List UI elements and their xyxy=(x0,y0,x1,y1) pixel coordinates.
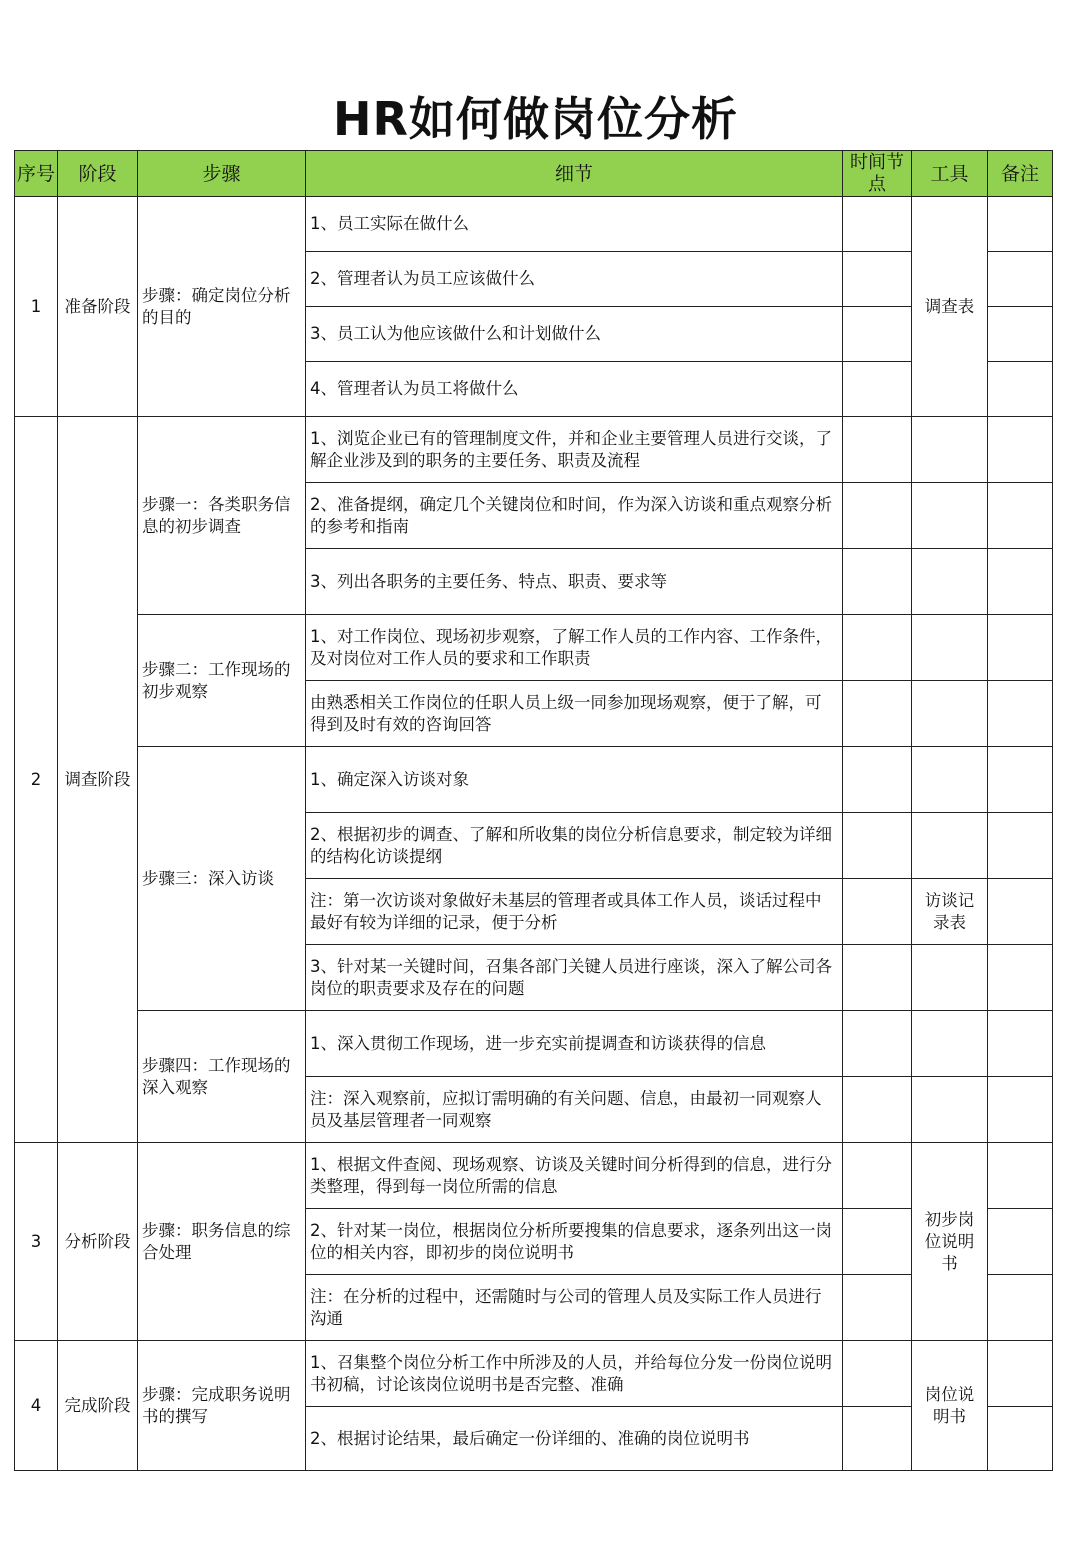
detail-cell: 注：在分析的过程中，还需随时与公司的管理人员及实际工作人员进行沟通 xyxy=(306,1275,843,1341)
time-cell xyxy=(843,1407,912,1471)
time-cell xyxy=(843,252,912,307)
note-cell xyxy=(988,362,1053,417)
detail-cell: 1、员工实际在做什么 xyxy=(306,197,843,252)
time-cell xyxy=(843,615,912,681)
note-cell xyxy=(988,615,1053,681)
step-name: 步骤三：深入访谈 xyxy=(138,747,306,1011)
time-cell xyxy=(843,813,912,879)
note-cell xyxy=(988,1407,1053,1471)
time-cell xyxy=(843,417,912,483)
time-cell xyxy=(843,197,912,252)
table-row xyxy=(15,615,1053,681)
tool-cell xyxy=(912,615,988,681)
tool-cell: 初步岗位说明书 xyxy=(912,1143,988,1341)
detail-cell: 注：第一次访谈对象做好未基层的管理者或具体工作人员，谈话过程中最好有较为详细的记录，便于分析 xyxy=(306,879,843,945)
time-cell xyxy=(843,879,912,945)
job-analysis-table xyxy=(14,150,1053,1471)
tool-cell xyxy=(912,1077,988,1143)
note-cell xyxy=(988,1011,1053,1077)
table-row xyxy=(15,1143,1053,1209)
time-cell xyxy=(843,747,912,813)
tool-cell: 岗位说明书 xyxy=(912,1341,988,1471)
note-cell xyxy=(988,879,1053,945)
detail-cell: 1、召集整个岗位分析工作中所涉及的人员，并给每位分发一份岗位说明书初稿，讨论该岗位说明书是否完整、准确 xyxy=(306,1341,843,1407)
detail-cell: 1、确定深入访谈对象 xyxy=(306,747,843,813)
stage-seq: 4 xyxy=(15,1341,58,1471)
time-cell xyxy=(843,483,912,549)
detail-cell: 4、管理者认为员工将做什么 xyxy=(306,362,843,417)
tool-cell: 调查表 xyxy=(912,197,988,417)
detail-cell: 1、深入贯彻工作现场，进一步充实前提调查和访谈获得的信息 xyxy=(306,1011,843,1077)
header-tool: 工具 xyxy=(912,151,988,197)
stage-name: 分析阶段 xyxy=(58,1143,138,1341)
note-cell xyxy=(988,747,1053,813)
page-title: HR如何做岗位分析 xyxy=(333,92,738,146)
detail-cell: 2、准备提纲，确定几个关键岗位和时间，作为深入访谈和重点观察分析的参考和指南 xyxy=(306,483,843,549)
detail-cell: 3、员工认为他应该做什么和计划做什么 xyxy=(306,307,843,362)
detail-cell: 2、针对某一岗位，根据岗位分析所要搜集的信息要求，逐条列出这一岗位的相关内容，即初步的岗位说明书 xyxy=(306,1209,843,1275)
header-step: 步骤 xyxy=(138,151,306,197)
time-cell xyxy=(843,1143,912,1209)
table-row xyxy=(15,1341,1053,1407)
time-cell xyxy=(843,549,912,615)
step-name: 步骤：完成职务说明书的撰写 xyxy=(138,1341,306,1471)
detail-cell: 2、管理者认为员工应该做什么 xyxy=(306,252,843,307)
time-cell xyxy=(843,1209,912,1275)
detail-cell: 2、根据初步的调查、了解和所收集的岗位分析信息要求，制定较为详细的结构化访谈提纲 xyxy=(306,813,843,879)
header-row xyxy=(15,151,1053,197)
stage-seq: 3 xyxy=(15,1143,58,1341)
time-cell xyxy=(843,1275,912,1341)
detail-cell: 2、根据讨论结果，最后确定一份详细的、准确的岗位说明书 xyxy=(306,1407,843,1471)
detail-cell: 1、浏览企业已有的管理制度文件，并和企业主要管理人员进行交谈，了解企业涉及到的职务的主要任务、职责及流程 xyxy=(306,417,843,483)
note-cell xyxy=(988,1341,1053,1407)
note-cell xyxy=(988,197,1053,252)
table-row xyxy=(15,747,1053,813)
table-row xyxy=(15,1011,1053,1077)
header-stage: 阶段 xyxy=(58,151,138,197)
note-cell xyxy=(988,307,1053,362)
table-row xyxy=(15,197,1053,252)
note-cell xyxy=(988,681,1053,747)
tool-cell xyxy=(912,813,988,879)
step-name: 步骤四：工作现场的深入观察 xyxy=(138,1011,306,1143)
note-cell xyxy=(988,252,1053,307)
header-time: 时间节点 xyxy=(843,151,912,197)
note-cell xyxy=(988,417,1053,483)
stage-name: 调查阶段 xyxy=(58,417,138,1143)
note-cell xyxy=(988,1143,1053,1209)
tool-cell xyxy=(912,1011,988,1077)
note-cell xyxy=(988,813,1053,879)
header-detail: 细节 xyxy=(306,151,843,197)
tool-cell xyxy=(912,549,988,615)
detail-cell: 由熟悉相关工作岗位的任职人员上级一同参加现场观察，便于了解，可得到及时有效的咨询回答 xyxy=(306,681,843,747)
step-name: 步骤：确定岗位分析的目的 xyxy=(138,197,306,417)
stage-name: 准备阶段 xyxy=(58,197,138,417)
time-cell xyxy=(843,307,912,362)
detail-cell: 1、对工作岗位、现场初步观察，了解工作人员的工作内容、工作条件，及对岗位对工作人员的要求和工作职责 xyxy=(306,615,843,681)
note-cell xyxy=(988,483,1053,549)
tool-cell xyxy=(912,483,988,549)
note-cell xyxy=(988,1209,1053,1275)
time-cell xyxy=(843,681,912,747)
time-cell xyxy=(843,1011,912,1077)
tool-cell xyxy=(912,681,988,747)
stage-seq: 2 xyxy=(15,417,58,1143)
note-cell xyxy=(988,549,1053,615)
stage-seq: 1 xyxy=(15,197,58,417)
tool-cell xyxy=(912,747,988,813)
time-cell xyxy=(843,945,912,1011)
tool-cell: 访谈记录表 xyxy=(912,879,988,945)
step-name: 步骤一：各类职务信息的初步调查 xyxy=(138,417,306,615)
step-name: 步骤：职务信息的综合处理 xyxy=(138,1143,306,1341)
detail-cell: 1、根据文件查阅、现场观察、访谈及关键时间分析得到的信息，进行分类整理，得到每一岗位所需的信息 xyxy=(306,1143,843,1209)
note-cell xyxy=(988,1077,1053,1143)
detail-cell: 3、列出各职务的主要任务、特点、职责、要求等 xyxy=(306,549,843,615)
table-row xyxy=(15,417,1053,483)
tool-cell xyxy=(912,945,988,1011)
header-note: 备注 xyxy=(988,151,1053,197)
time-cell xyxy=(843,1341,912,1407)
note-cell xyxy=(988,945,1053,1011)
tool-cell xyxy=(912,417,988,483)
detail-cell: 3、针对某一关键时间，召集各部门关键人员进行座谈，深入了解公司各岗位的职责要求及存在的问题 xyxy=(306,945,843,1011)
stage-name: 完成阶段 xyxy=(58,1341,138,1471)
time-cell xyxy=(843,1077,912,1143)
note-cell xyxy=(988,1275,1053,1341)
detail-cell: 注：深入观察前，应拟订需明确的有关问题、信息，由最初一同观察人员及基层管理者一同观察 xyxy=(306,1077,843,1143)
header-seq: 序号 xyxy=(15,151,58,197)
step-name: 步骤二：工作现场的初步观察 xyxy=(138,615,306,747)
time-cell xyxy=(843,362,912,417)
